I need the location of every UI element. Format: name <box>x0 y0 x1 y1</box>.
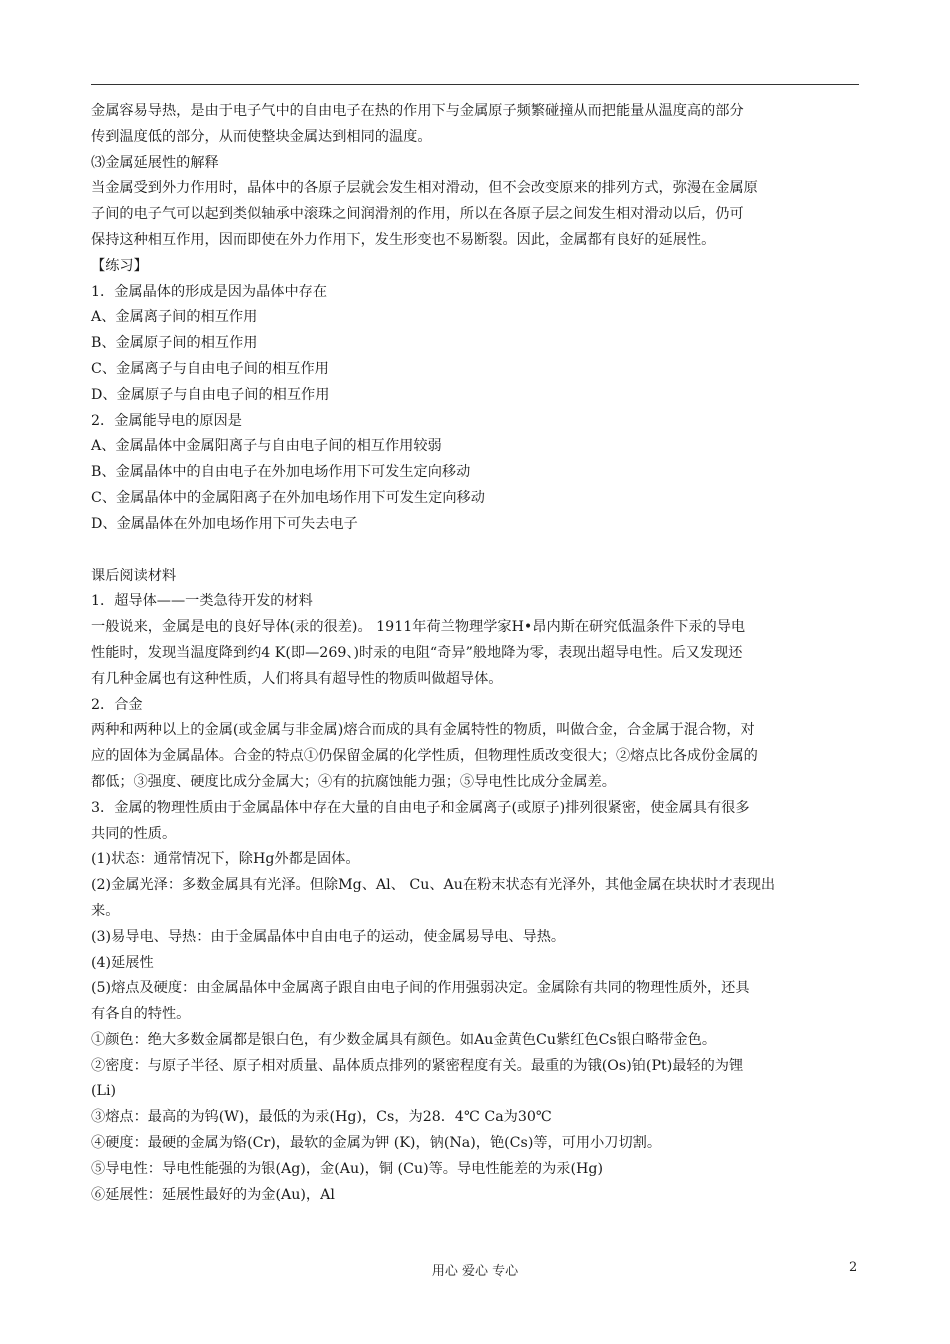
text-line: ⑥延展性：延展性最好的为金(Au)，Al <box>91 1186 335 1203</box>
text-line: ⑶金属延展性的解释 <box>91 154 219 171</box>
footer-text: 用心 爱心 专心 <box>431 1264 519 1279</box>
text-line: 1．金属晶体的形成是因为晶体中存在 <box>91 283 328 300</box>
text-line: 保持这种相互作用，因而即使在外力作用下，发生形变也不易断裂。因此，金属都有良好的延展性。 <box>91 231 716 248</box>
text-line: 3．金属的物理性质由于金属晶体中存在大量的自由电子和金属离子(或原子)排列很紧密，使金属具有很多 <box>91 799 750 816</box>
text-line: 当金属受到外力作用时，晶体中的各原子层就会发生相对滑动，但不会改变原来的排列方式，弥漫在金属原 <box>91 180 758 197</box>
text-line: 都低；③强度、硬度比成分金属大；④有的抗腐蚀能力强；⑤导电性比成分金属差。 <box>91 773 616 790</box>
text-line: ⑤导电性：导电性能强的为银(Ag)，金(Au)，铜 (Cu)等。导电性能差的为汞(Hg) <box>91 1160 604 1177</box>
text-line: ②密度：与原子半径、原子相对质量、晶体质点排列的紧密程度有关。最重的为锇(Os)铂(Pt)最轻的为锂 <box>91 1057 744 1074</box>
text-line: 应的固体为金属晶体。合金的特点①仍保留金属的化学性质，但物理性质改变很大；②熔点比各成份金属的 <box>91 748 758 765</box>
text-line: 有各自的特性。 <box>91 1006 191 1023</box>
text-line: 一般说来，金属是电的良好导体(汞的很差)。 1911年荷兰物理学家H•昂内斯在研究低温条件下汞的导电 <box>91 619 746 636</box>
text-line: (4)延展性 <box>91 954 154 971</box>
text-line: 有几种金属也有这种性质，人们将具有超导性的物质叫做超导体。 <box>91 670 503 687</box>
text-line: (3)易导电、导热：由于金属晶体中自由电子的运动，使金属易导电、导热。 <box>91 928 566 945</box>
text-line: (Li) <box>91 1083 117 1100</box>
page-number: 2 <box>849 1260 858 1275</box>
text-line: 子间的电子气可以起到类似轴承中滚珠之间润滑剂的作用，所以在各原子层之间发生相对滑动以后，仍可 <box>91 206 744 223</box>
text-line: B、金属原子间的相互作用 <box>91 335 258 352</box>
blank-line <box>91 538 861 564</box>
text-line: 课后阅读材料 <box>91 567 177 584</box>
text-line: D、金属晶体在外加电场作用下可失去电子 <box>91 515 358 532</box>
text-line: 共同的性质。 <box>91 825 177 842</box>
text-line: ③熔点：最高的为钨(W)，最低的为汞(Hg)，Cs，为28．4℃ Ca为30℃ <box>91 1109 552 1126</box>
header-rule <box>91 84 859 85</box>
text-line: ①颜色：绝大多数金属都是银白色，有少数金属具有颜色。如Au金黄色Cu紫红色Cs银白略带金色。 <box>91 1031 717 1048</box>
text-line: 【练习】 <box>91 257 148 274</box>
text-line: (5)熔点及硬度：由金属晶体中金属离子跟自由电子间的作用强弱决定。金属除有共同的物理性质外，还具 <box>91 980 750 997</box>
text-line: ④硬度：最硬的金属为铬(Cr)，最软的金属为钾 (K)，钠(Na)，铯(Cs)等，可用小刀切割。 <box>91 1135 662 1152</box>
text-line: A、金属离子间的相互作用 <box>91 309 258 326</box>
text-line: (2)金属光泽：多数金属具有光泽。但除Mg、Al、 Cu、Au在粉末状态有光泽外，其他金属在块状时才表现出 <box>91 877 776 894</box>
text-line: 金属容易导热，是由于电子气中的自由电子在热的作用下与金属原子频繁碰撞从而把能量从温度高的部分 <box>91 103 744 119</box>
text-line: C、金属离子与自由电子间的相互作用 <box>91 360 329 377</box>
text-line: 2．金属能导电的原因是 <box>91 412 242 429</box>
text-line: 性能时，发现当温度降到约4 K(即—269、)时汞的电阻“奇异”般地降为零，表现出超导电性。后又发现还 <box>91 644 743 661</box>
text-line: 传到温度低的部分，从而使整块金属达到相同的温度。 <box>91 128 432 145</box>
text-line: A、金属晶体中金属阳离子与自由电子间的相互作用较弱 <box>91 438 442 455</box>
text-line: 2．合金 <box>91 696 143 713</box>
text-line: 两种和两种以上的金属(或金属与非金属)熔合而成的具有金属特性的物质，叫做合金，合金属于混合物，对 <box>91 722 755 739</box>
text-line: D、金属原子与自由电子间的相互作用 <box>91 386 330 403</box>
text-line: (1)状态：通常情况下，除Hg外都是固体。 <box>91 851 360 868</box>
text-line: B、金属晶体中的自由电子在外加电场作用下可发生定向移动 <box>91 464 471 481</box>
text-line: C、金属晶体中的金属阳离子在外加电场作用下可发生定向移动 <box>91 489 485 506</box>
text-line: 1．超导体——一类急待开发的材料 <box>91 593 313 610</box>
document-body <box>91 99 861 1208</box>
text-line: 来。 <box>91 902 120 919</box>
